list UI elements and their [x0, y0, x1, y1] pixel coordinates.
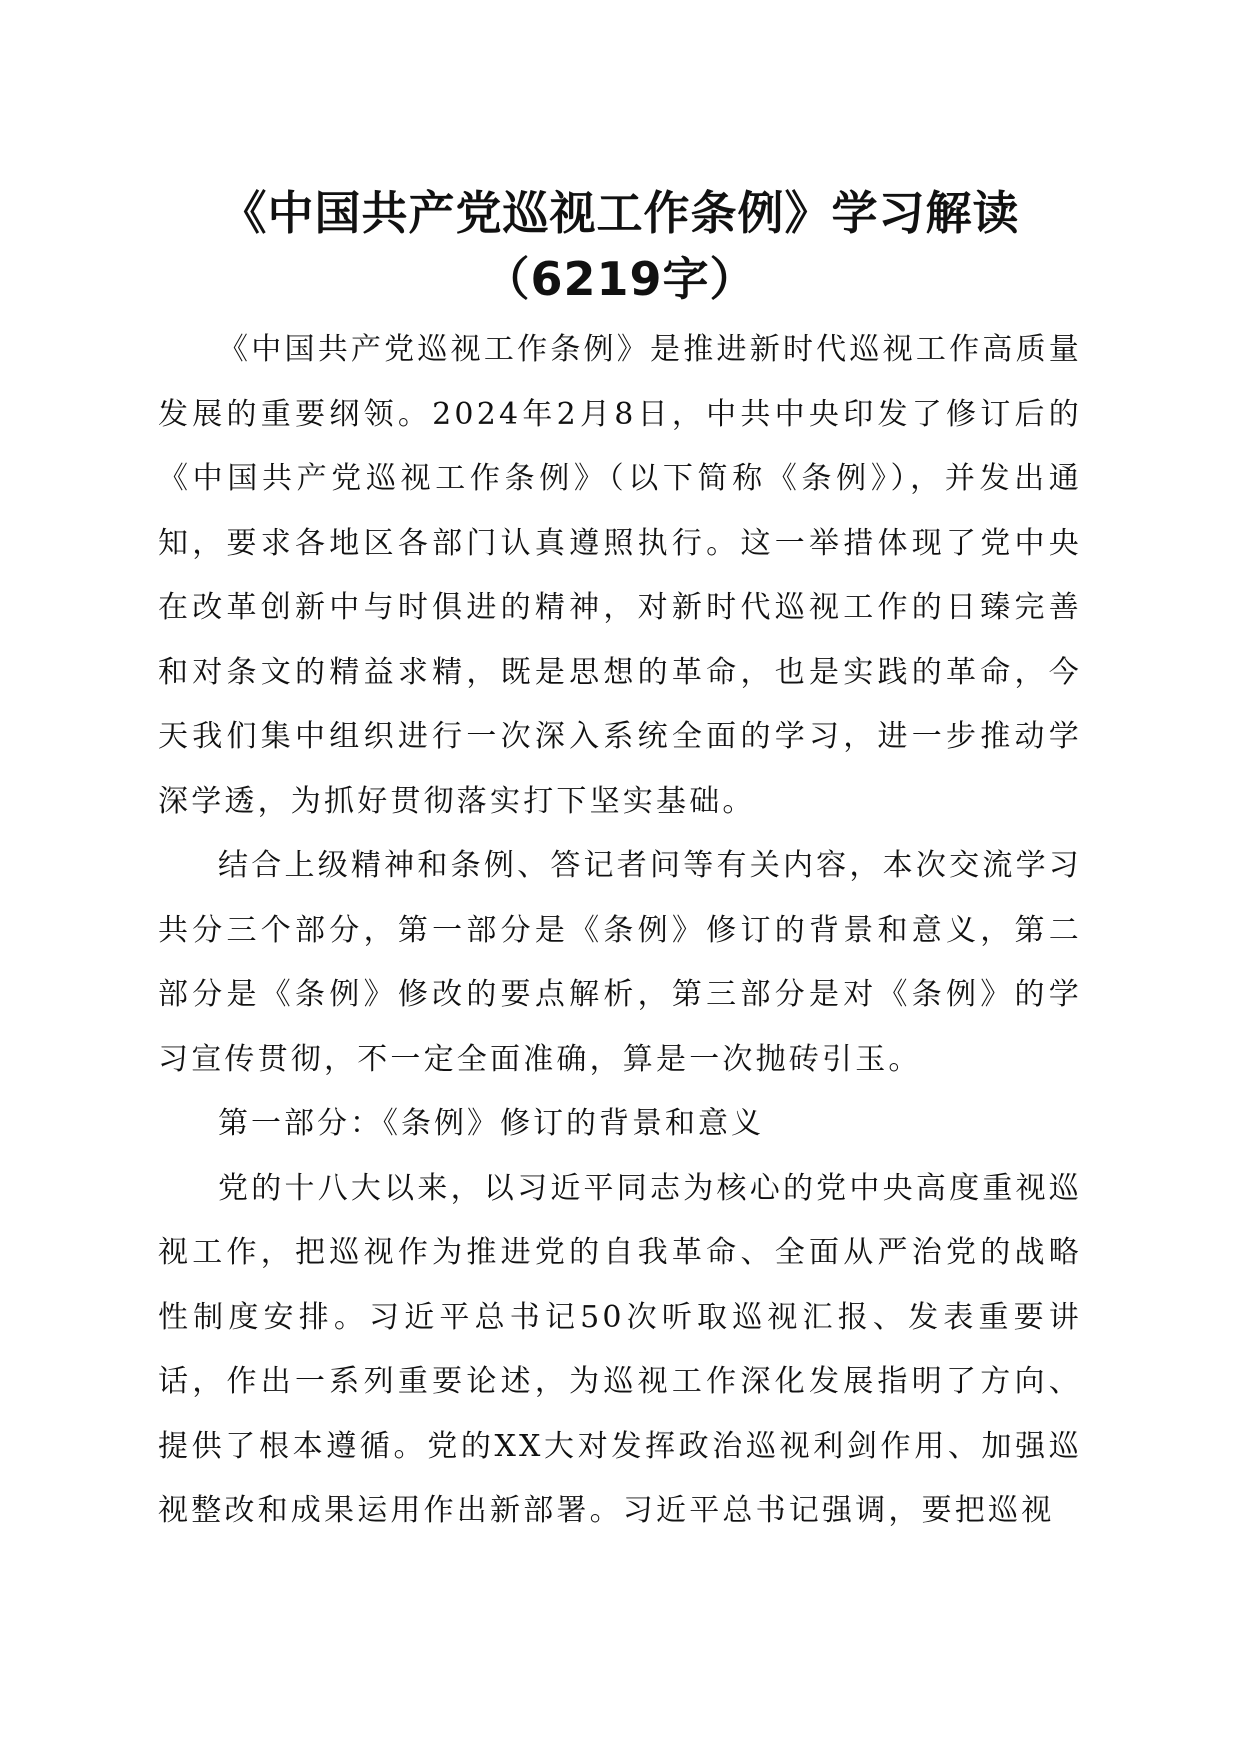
paragraph-outline: 结合上级精神和条例、答记者问等有关内容，本次交流学习共分三个部分，第一部分是《条例》修订的背景和意义，第二部分是《条例》修改的要点解析，第三部分是对《条例》的学习宣传贯彻，不一定全面准确，算是一次抛砖引玉。: [158, 848, 1082, 1077]
document-title: 《中国共产党巡视工作条例》学习解读（6219字）: [220, 186, 1020, 306]
document-body: [158, 318, 1082, 1544]
paragraph-background: 党的十八大以来，以习近平同志为核心的党中央高度重视巡视工作，把巡视作为推进党的自我革命、全面从严治党的战略性制度安排。习近平总书记50次听取巡视汇报、发表重要讲话，作出一系列重要论述，为巡视工作深化发展指明了方向、提供了根本遵循。党的XX大对发挥政治巡视利剑作用、加强巡视整改和成果运用作出新部署。习近平总书记强调，要把巡视: [158, 1170, 1082, 1528]
section-heading-part-one: 第一部分：《条例》修订的背景和意义: [218, 1106, 764, 1141]
paragraph-intro: 《中国共产党巡视工作条例》是推进新时代巡视工作高质量发展的重要纲领。2024年2月8日，中共中央印发了修订后的《中国共产党巡视工作条例》（以下简称《条例》），并发出通知，要求各地区各部门认真遵照执行。这一举措体现了党中央在改革创新中与时俱进的精神，对新时代巡视工作的日臻完善和对条文的精益求精，既是思想的革命，也是实践的革命，今天我们集中组织进行一次深入系统全面的学习，进一步推动学深学透，为抓好贯彻落实打下坚实基础。: [158, 332, 1082, 819]
